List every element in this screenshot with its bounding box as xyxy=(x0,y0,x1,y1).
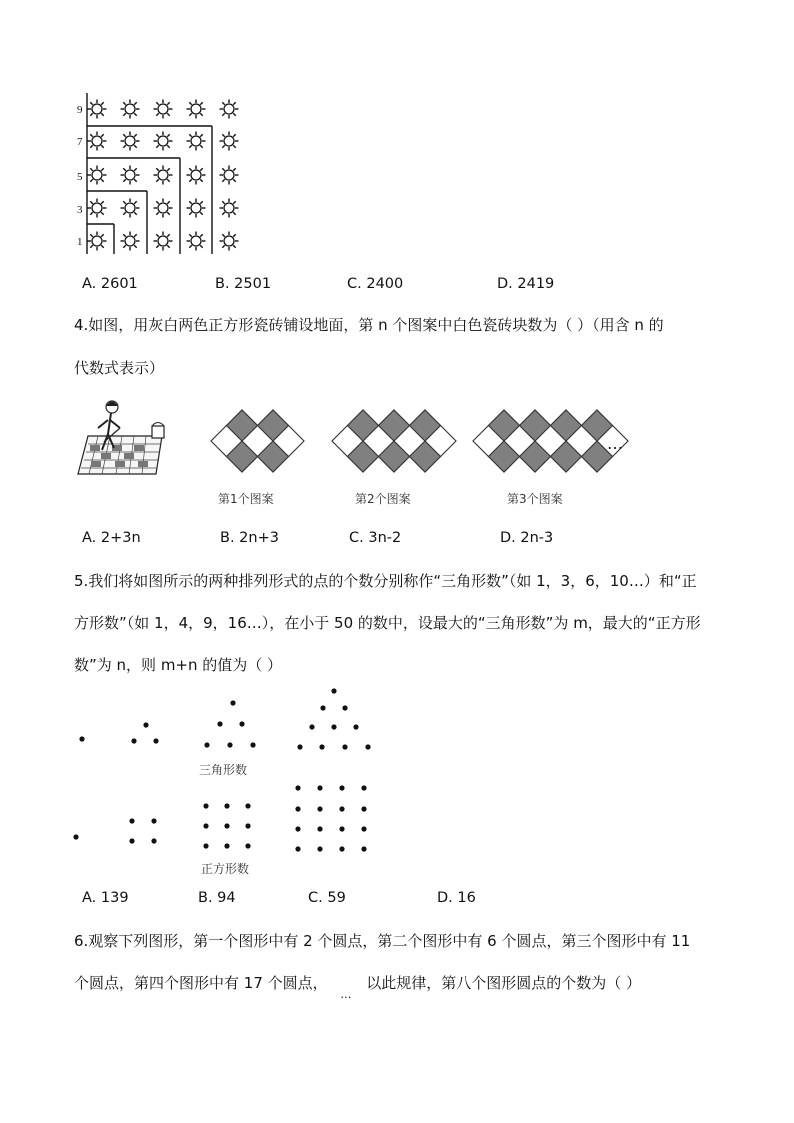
option-a[interactable]: A. 2+3n xyxy=(82,530,141,546)
row-label-1: 1 xyxy=(77,236,83,248)
dot xyxy=(295,826,300,831)
dot xyxy=(151,818,156,823)
dot xyxy=(131,738,136,743)
q5-text-line2: 方形数”（如 1，4，9，16…），在小于 50 的数中，设最大的“三角形数”为 m，最大的“正方形 xyxy=(74,614,701,632)
option-c[interactable]: C. 3n-2 xyxy=(349,530,402,546)
dot xyxy=(224,823,229,828)
pattern-caption-1: 第1个图案 xyxy=(218,492,274,506)
triangle-number-label: 三角形数 xyxy=(199,763,248,777)
dot xyxy=(317,806,322,811)
dot xyxy=(129,818,134,823)
option-d[interactable]: D. 16 xyxy=(437,890,476,906)
pattern-caption-2: 第2个图案 xyxy=(355,492,411,506)
dot xyxy=(309,724,314,729)
dot xyxy=(339,785,344,790)
dot xyxy=(353,724,358,729)
dot xyxy=(203,823,208,828)
q4-text-line2: 代数式表示） xyxy=(74,359,165,377)
option-a[interactable]: A. 2601 xyxy=(82,276,138,292)
dot xyxy=(203,803,208,808)
dot xyxy=(250,742,255,747)
row-label-9: 9 xyxy=(77,104,83,116)
dot xyxy=(245,823,250,828)
square-number-label: 正方形数 xyxy=(201,862,250,876)
row-label-3: 3 xyxy=(77,204,83,216)
q6-text-line2 xyxy=(74,974,641,1001)
option-a[interactable]: A. 139 xyxy=(82,890,129,906)
dot xyxy=(295,785,300,790)
dot xyxy=(331,724,336,729)
dot xyxy=(361,826,366,831)
dot xyxy=(365,744,370,749)
row-label-7: 7 xyxy=(77,136,83,148)
dot xyxy=(204,742,209,747)
dot xyxy=(297,744,302,749)
dot xyxy=(227,742,232,747)
q6-ellipsis: … xyxy=(340,988,352,1001)
dot xyxy=(361,846,366,851)
row-label-5: 5 xyxy=(77,171,83,183)
dot xyxy=(129,838,134,843)
option-c[interactable]: C. 2400 xyxy=(347,276,404,292)
option-b[interactable]: B. 2501 xyxy=(215,276,272,292)
dot xyxy=(317,785,322,790)
dot xyxy=(230,700,235,705)
pattern-ellipsis: … xyxy=(607,434,623,453)
dot xyxy=(79,736,84,741)
q6-line2-part2: 以此规律，第八个图形圆点的个数为（ ） xyxy=(366,974,641,992)
dot xyxy=(320,705,325,710)
dot xyxy=(295,806,300,811)
dot xyxy=(143,722,148,727)
dot xyxy=(331,688,336,693)
option-d[interactable]: D. 2419 xyxy=(497,276,555,292)
q4-text-line1: 4.如图，用灰白两色正方形瓷砖铺设地面，第 n 个图案中白色瓷砖块数为（ ）（用含 n 的 xyxy=(74,316,664,334)
q6-line2-part1: 个圆点，第四个图形中有 17 个圆点， xyxy=(74,974,328,992)
dot xyxy=(361,806,366,811)
dot xyxy=(224,843,229,848)
dot xyxy=(217,721,222,726)
option-c[interactable]: C. 59 xyxy=(308,890,346,906)
option-b[interactable]: B. 2n+3 xyxy=(220,530,279,546)
dot xyxy=(224,803,229,808)
q6-text-line1: 6.观察下列图形，第一个图形中有 2 个圆点，第二个图形中有 6 个圆点，第三个图形中有 11 xyxy=(74,932,691,950)
option-b[interactable]: B. 94 xyxy=(198,890,236,906)
dot xyxy=(73,834,78,839)
dot xyxy=(361,785,366,790)
dot xyxy=(245,803,250,808)
dot xyxy=(239,721,244,726)
dot xyxy=(317,846,322,851)
dot xyxy=(339,826,344,831)
dot xyxy=(153,738,158,743)
dot xyxy=(339,846,344,851)
dot xyxy=(295,846,300,851)
dot xyxy=(245,843,250,848)
dot xyxy=(342,705,347,710)
pattern-caption-3: 第3个图案 xyxy=(507,492,563,506)
dot xyxy=(342,744,347,749)
q5-text-line1: 5.我们将如图所示的两种排列形式的点的个数分别称作“三角形数”（如 1，3，6，10…）和“正 xyxy=(74,572,697,590)
option-d[interactable]: D. 2n-3 xyxy=(500,530,554,546)
dot xyxy=(339,806,344,811)
dot xyxy=(203,843,208,848)
q5-text-line3: 数”为 n，则 m+n 的值为（ ） xyxy=(74,656,283,674)
dot xyxy=(317,826,322,831)
dot xyxy=(319,744,324,749)
dot xyxy=(151,838,156,843)
